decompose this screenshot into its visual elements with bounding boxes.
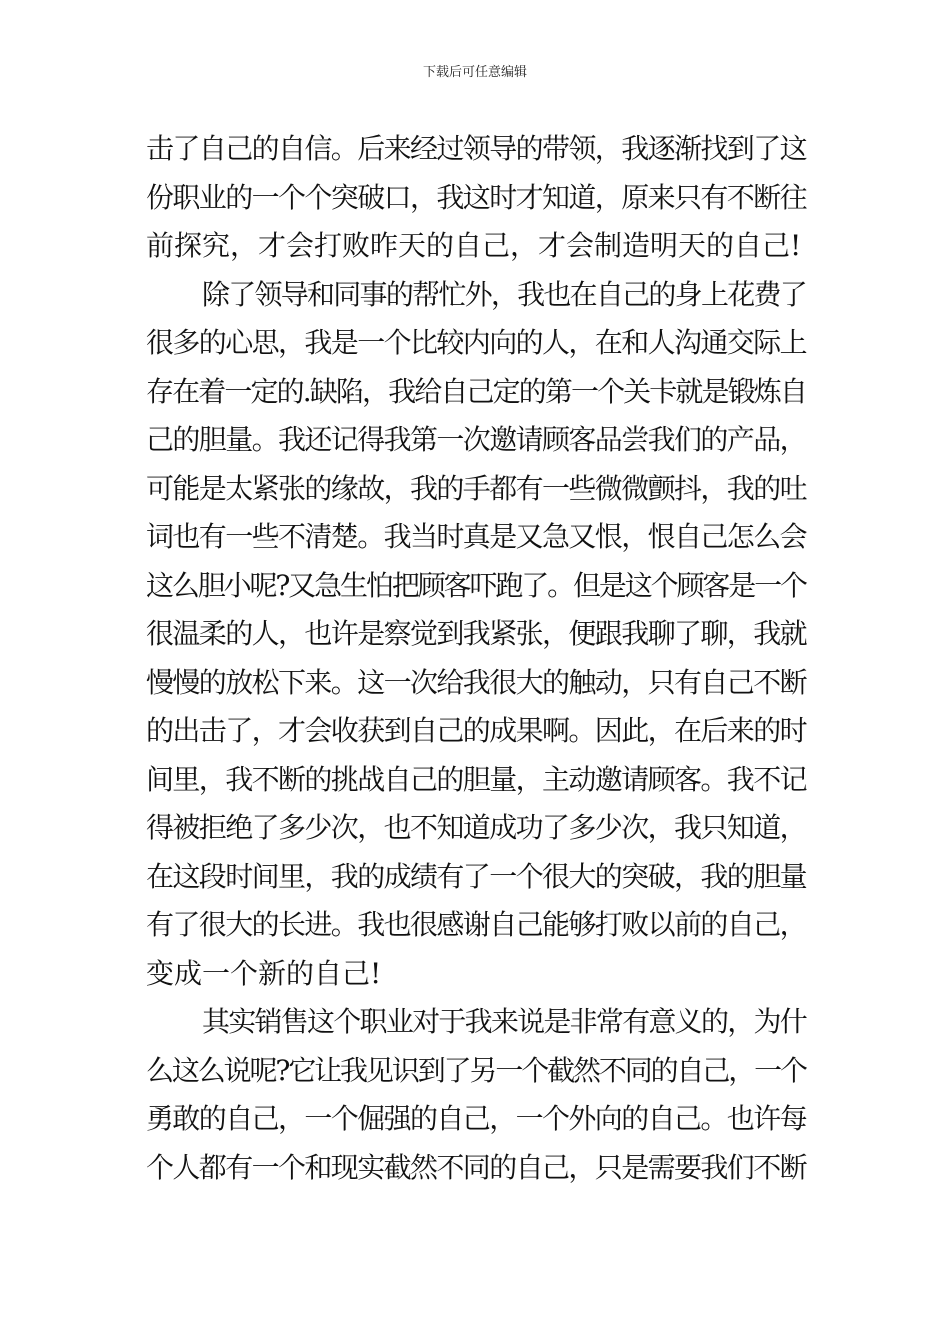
text-line: 可能是太紧张的缘故，我的手都有一些微微颤抖，我的吐 [146, 471, 807, 505]
page-header-note: 下载后可任意编辑 [422, 65, 527, 80]
text-line: 很温柔的人，也许是察觉到我紧张，便跟我聊了聊，我就 [146, 617, 807, 650]
text-line: 间里，我不断的挑战自己的胆量，主动邀请顾客。我不记 [146, 762, 807, 796]
text-line: 的出击了，才会收获到自己的成果啊。因此，在后来的时 [146, 714, 807, 747]
text-line: 份职业的一个个突破口，我这时才知道，原来只有不断往 [146, 180, 807, 214]
text-line: 有了很大的长进。我也很感谢自己能够打败以前的自己， [146, 908, 807, 941]
text-line: 词也有一些不清楚。我当时真是又急又恨，恨自己怎么会 [146, 520, 807, 553]
text-line: 很多的心思，我是一个比较内向的人，在和人沟通交际上 [146, 326, 807, 359]
text-line: 存在着一定的.缺陷，我给自己定的第一个关卡就是锻炼自 [146, 374, 807, 408]
text-line: 己的胆量。我还记得我第一次邀请顾客品尝我们的产品， [146, 423, 807, 456]
text-line: 在这段时间里，我的成绩有了一个很大的突破，我的胆量 [146, 859, 807, 893]
paragraph-first-line: 除了领导和同事的帮忙外，我也在自己的身上花费了 [202, 277, 806, 311]
text-line: 击了自己的自信。后来经过领导的带领，我逐渐找到了这 [146, 132, 807, 165]
text-line: 勇敢的自己，一个倔强的自己，一个外向的自己。也许每 [146, 1102, 807, 1135]
text-line: 个人都有一个和现实截然不同的自己，只是需要我们不断 [146, 1150, 807, 1184]
text-line: 变成一个新的自己! [146, 956, 382, 990]
paragraph-first-line: 其实销售这个职业对于我来说是非常有意义的，为什 [202, 1005, 806, 1038]
text-line: 得被拒绝了多少次，也不知道成功了多少次，我只知道， [146, 811, 807, 844]
text-line: 这么胆小呢?又急生怕把顾客吓跑了。但是这个顾客是一个 [146, 568, 806, 602]
text-line: 前探究，才会打败昨天的自己，才会制造明天的自己! [146, 229, 802, 262]
text-line: 慢慢的放松下来。这一次给我很大的触动，只有自己不断 [146, 665, 807, 699]
document-body [146, 125, 806, 1192]
text-line: 么这么说呢?它让我见识到了另一个截然不同的自己，一个 [146, 1053, 806, 1087]
